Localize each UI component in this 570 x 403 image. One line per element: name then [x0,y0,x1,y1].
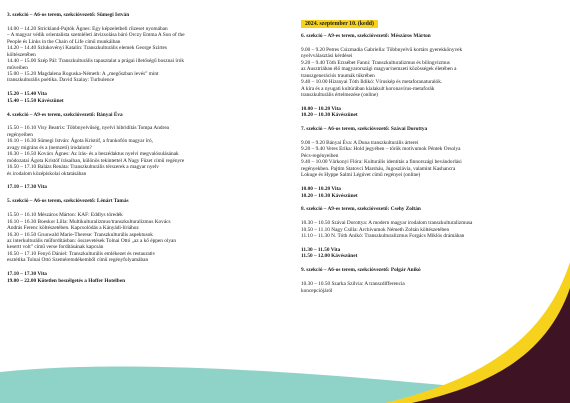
section-4-header: 4. szekció – A9-es terem, szekcióvezető: Bányai Éva [7,111,123,118]
section-4-break: 17.10 – 17.30 Vita [7,184,47,191]
section-5-header: 5. szekció – A6-os terem, szekcióvezető: Lénárt Tamás [7,198,129,205]
section-3-header: 3. szekció – A6-os terem, szekcióvezető: Sümegi István [7,12,130,18]
right-column [301,12,563,301]
section-6-break: 10.00 – 10.20 Vita 10.20 – 10.30 Kávészünet [301,105,358,119]
section-6-header: 6. szekció – A9-es terem, szekcióvezető: Mészáros Márton [301,33,431,39]
section-3-talks: 14.00 – 14.20 Strickland-Pajtók Ágnes: Egy képzeletbeli ríizeset nyomában – A magyar védik orientalista szemléleti átvizsolása báró Orczy Emma A Son of the People és Links in the Chain of Life című munkáiban 14.20 – 14.40 Szlukovényi Katalin: Transzkulturális elemek George Szirtes költészetében 14.40 – 15.00 Szép Pál: Transzkulturális tapasztalat a prágai illetőségű bosznai írók műveiben 15.00 – 15.20 Magdalena Roguska-Németh: A „megőszban levés” mint transzkulturális poétika. David Szalay: Turbulence [7,25,185,84]
section-7-break: 10.00 – 10.20 Vita 10.20 – 10.30 Kávészünet [301,186,358,199]
section-7-talks: 9.00 – 9.20 Bányai Éva: A Duna transzkulturális árterei 9.20 – 9.40 Veres Erika: Hold jegyében – török motívumok Péntek Orsolya Pécs-regényeiben 9.40 – 10.00 Várkonyi Flóra: Kulturális identitás a finnországi bevándorlási regényekben. Pajtim Statovci Marsháu, Jugoszlávia, valamint Kashancra Lokuge és Hyppe Salmi Légúvet című regényei (online) [301,140,462,179]
section-9-header: 9. szekció – A6-os terem, szekcióvezető: Polgár Anikó [301,267,421,274]
left-column [7,12,269,291]
date-banner: 2024. szeptember 10. (kedd) [301,20,378,28]
section-7-header: 7. szekció – A6-os terem, szekcióvezető: Szávai Dorottya [301,126,428,133]
section-8-break: 11.30 – 11.50 Vita 11.50 – 12.00 Kávészünet [301,247,358,260]
section-8-header: 8. szekció – A9-es terem, szekcióvezető: Csehy Zoltán [301,206,421,213]
section-5-talks: 15.50 – 16.10 Mészáros Márton: KAF: Eddlys töredék 16.10 – 16.30 Boeskor Lilla: Multikulturalizmus/transzkulturalizmus Kovács András Ferenc költészetében. Kapcsolódás a Kányádi-líriához 16.30 – 16.50 Grunwald Marie-Therese: Transzkulturális aspektusok az interkulturális műfordításban: összevetések Tolnai Ottó „az a kő éppen olyan kesertt volt” című verse fordításának kapcsán 16.50 – 17.10 Fenyő Dániel: Transzkulturális emlékezet és restaurativ esztétika Tolnai Ottó Szeméremdékemből című regényfolyamában [7,212,176,264]
section-4-talks: 15.50 – 16.10 Visy Beatrix: Többnyelvűség, nyelvi hibridítás Tompa Andrea regényeiben 16.10 – 16.30 Sümegi István: Ágota Kristóf, a frankofón magyar író, avagy migráns és a (nemzeti) irodalom? 16.30 – 16.50 Kovács Ágnes: Az írás- és a beszédaktus nyelvi megvalósulásának módozatai Ágota Kristóf írásaiban, különös tekintettel A Nagy Füzet című regényre 16.50 – 17.10 Balázs Renáta: Transzkulturális térszerek a magyar nyelv és irodalom középiskolai oktatásában [7,125,185,177]
section-3-break: 15.20 – 15.40 Vita 15.40 – 15.50 Kávészünet [7,91,64,104]
section-5-break: 17.10 – 17.30 Vita 19.00 – 22.00 Kötetlen beszélgetés a Hoffer Hotelben [7,271,126,284]
section-8-talks: 10.30 – 10.50 Szávai Dorottya: A modern magyar irodalom transzkulturalizmusa 10.50 – 11.10 Nagy Csilla: Archívumok Németh Zoltán költészetében 11.10 – 11.30 N. Tóth Anikó: Transzkulturalizmus Forgács Miklós drámában [301,220,473,240]
section-9-talks: 10.30 – 10.50 Szarka Szilvia: A transzdifferencia koncepciójáról [301,281,405,294]
section-6-talks: 9.00 – 9.20 Petres Csizmadia Gabriella: Többnyelvű kortárs gyerekkönyvek nyelvválasztási kérdései 9.20 – 9.40 Tóth Erzsébet Fanni: Transzkulturalizmus és bilingvizmus az Ausztriában élő magyarországi magyar/nemzeti közösségek életében a transzgenerációs traumák tükrében 9.40 – 10.00 Hizsnyai Tóth Ildikó: Víruskép és metaforanaturalók. A kíra és a nyugati kultúrában kialakult koronavírus-metaforák transzkulturális értelmezése (online) [301,46,463,99]
